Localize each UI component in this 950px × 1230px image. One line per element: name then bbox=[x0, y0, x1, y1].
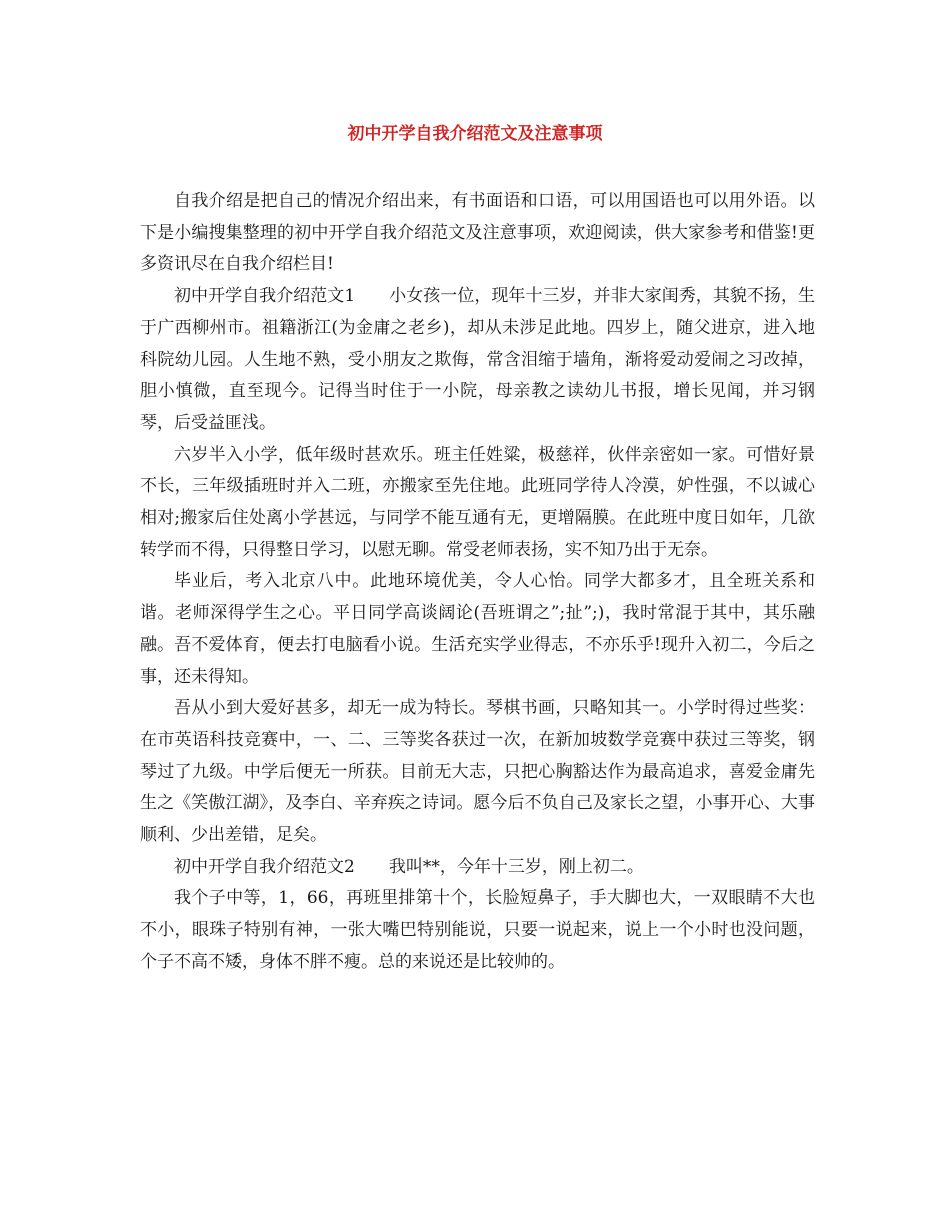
sample2-first-paragraph bbox=[140, 852, 815, 884]
sample1-paragraph-1: 小女孩一位，现年十三岁，并非大家闺秀，其貌不扬，生于广西柳州市。祖籍浙江(为金庸之老乡)，却从未涉足此地。四岁上，随父进京，进入地科院幼儿园。人生地不熟，受小朋友之欺侮，常含泪缩于墙角，渐将爱动爱闹之习改掉，胆小慎微，直至现今。记得当时住于一小院，母亲教之读幼儿书报，增长见闻，并习钢琴，后受益匪浅。 bbox=[140, 286, 815, 433]
sample2-paragraph-1: 我叫**，今年十三岁，刚上初二。 bbox=[388, 856, 644, 877]
sample1-paragraph-4: 吾从小到大爱好甚多，却无一成为特长。琴棋书画，只略知其一。小学时得过些奖：在市英语科技竞赛中，一、二、三等奖各获过一次，在新加坡数学竞赛中获过三等奖，钢琴过了九级。中学后便无一所获。目前无大志，只把心胸豁达作为最高追求，喜爱金庸先生之《笑傲江湖》，及李白、辛弃疾之诗词。愿今后不负自己及家长之望，小事开心、大事顺利、少出差错，足矣。 bbox=[140, 698, 815, 846]
document-title: 初中开学自我介绍范文及注意事项 bbox=[347, 124, 603, 144]
sample1-paragraph-3: 毕业后，考入北京八中。此地环境优美，令人心怡。同学大都多才，且全班关系和谐。老师深得学生之心。平日同学高谈阔论(吾班谓之”;扯”;)，我时常混于其中，其乐融融。吾不爱体育，便去打电脑看小说。生活充实学业得志，不亦乐乎!现升入初二，今后之事，还未得知。 bbox=[140, 571, 815, 687]
sample1-first-paragraph bbox=[140, 281, 815, 440]
sample1-heading: 初中开学自我介绍范文1 bbox=[174, 286, 356, 307]
intro-paragraph: 自我介绍是把自己的情况介绍出来，有书面语和口语，可以用国语也可以用外语。以下是小编搜集整理的初中开学自我介绍范文及注意事项，欢迎阅读，供大家参考和借鉴!更多资讯尽在自我介绍栏目! bbox=[140, 191, 815, 275]
sample1-paragraph-2: 六岁半入小学，低年级时甚欢乐。班主任姓粱，极慈祥，伙伴亲密如一家。可惜好景不长，三年级插班时并入二班，亦搬家至先住地。此班同学待人冷漠，妒性强，不以诚心相对;搬家后住处离小学甚远，与同学不能互通有无，更增隔膜。在此班中度日如年，几欲转学而不得，只得整日学习，以慰无聊。常受老师表扬，实不知乃出于无奈。 bbox=[140, 444, 815, 560]
sample2-heading: 初中开学自我介绍范文2 bbox=[174, 856, 355, 877]
document-body bbox=[140, 186, 815, 979]
sample2-paragraph-2: 我个子中等，1，66，再班里排第十个，长脸短鼻子，手大脚也大，一双眼睛不大也不小，眼珠子特别有神，一张大嘴巴特别能说，只要一说起来，说上一个小时也没问题，个子不高不矮，身体不胖不瘦。总的来说还是比较帅的。 bbox=[140, 888, 815, 972]
